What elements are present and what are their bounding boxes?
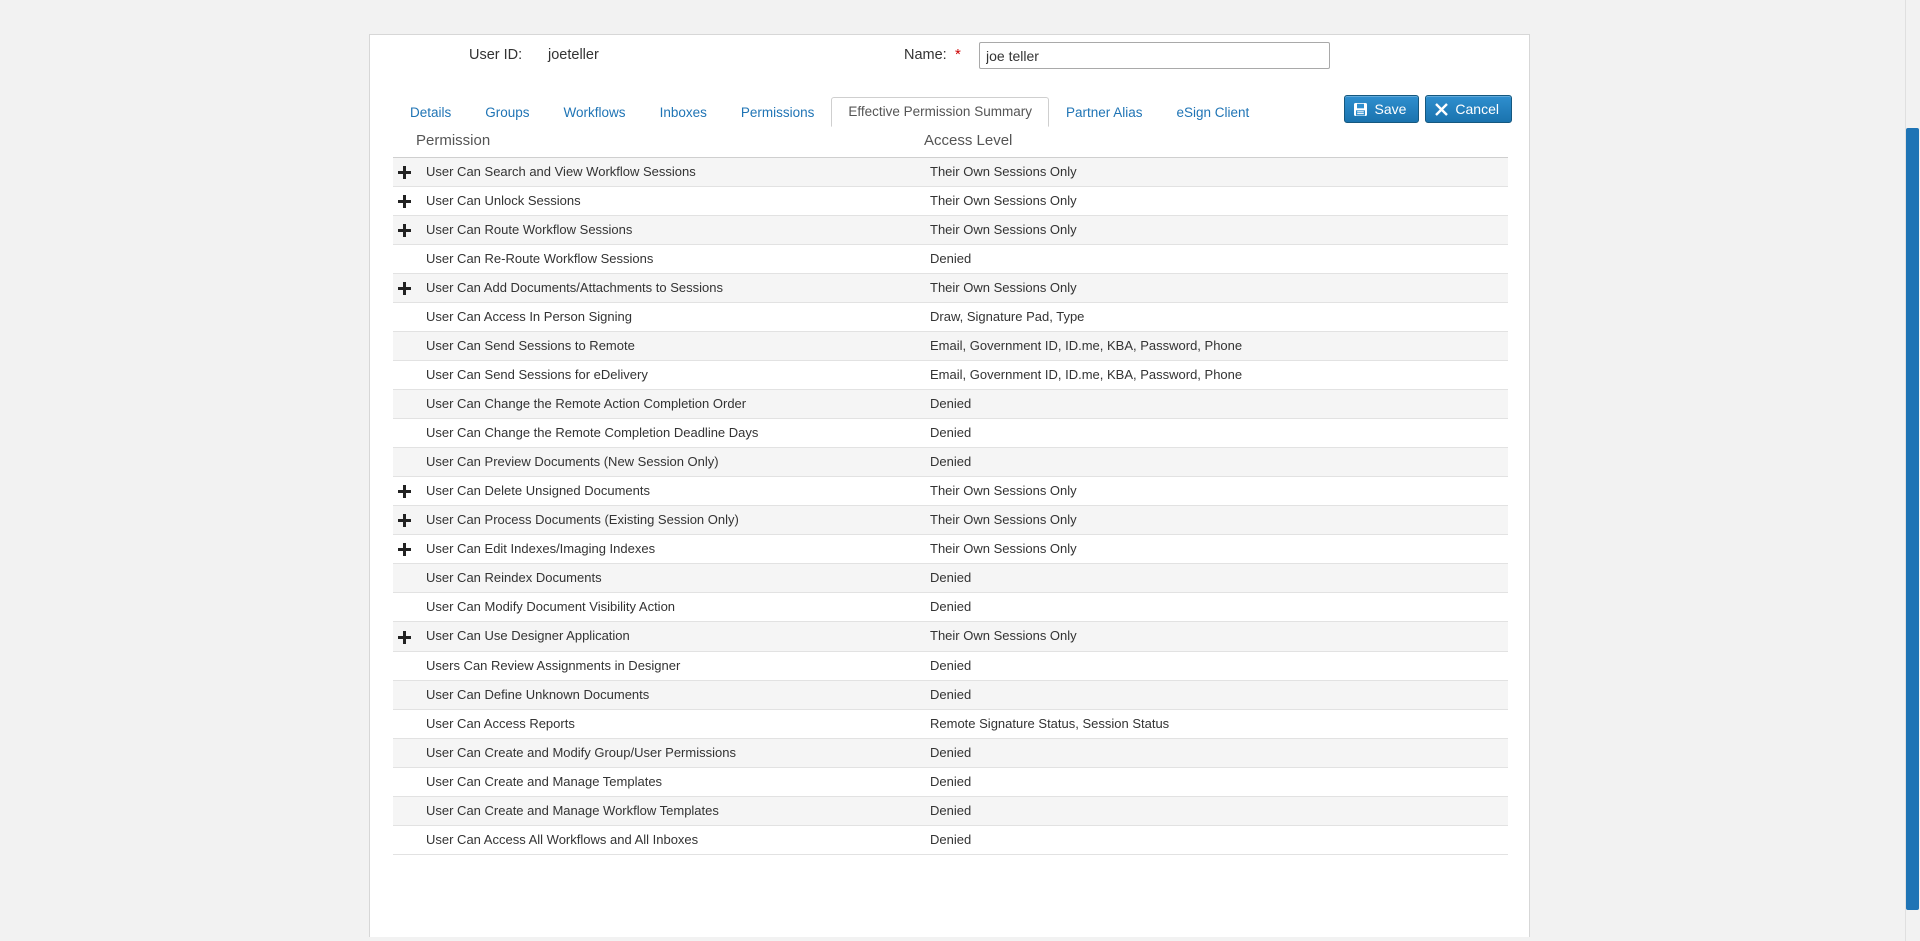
table-row: [393, 187, 1508, 216]
table-row: [393, 825, 1508, 854]
access-level-cell: Denied: [924, 448, 1508, 477]
table-row: [393, 448, 1508, 477]
expand-cell: [393, 419, 416, 448]
permission-cell: User Can Delete Unsigned Documents: [416, 477, 924, 506]
access-level-cell: Denied: [924, 680, 1508, 709]
expand-cell: [393, 245, 416, 274]
column-header-permission: Permission: [416, 128, 924, 158]
permission-cell: User Can Search and View Workflow Sessions: [416, 158, 924, 187]
access-level-cell: Denied: [924, 419, 1508, 448]
access-level-cell: Their Own Sessions Only: [924, 216, 1508, 245]
access-level-cell: Their Own Sessions Only: [924, 274, 1508, 303]
table-head: [393, 128, 1508, 158]
table-row: [393, 303, 1508, 332]
effective-permission-table-wrapper: [393, 128, 1508, 855]
tab-esign-client[interactable]: eSign Client: [1176, 105, 1250, 120]
expand-cell[interactable]: [393, 506, 416, 535]
access-level-cell: Email, Government ID, ID.me, KBA, Password, Phone: [924, 332, 1508, 361]
tab-workflows[interactable]: Workflows: [563, 105, 626, 120]
expand-cell[interactable]: [393, 274, 416, 303]
table-row: [393, 332, 1508, 361]
expand-cell[interactable]: [393, 187, 416, 216]
access-level-cell: Denied: [924, 593, 1508, 622]
access-level-cell: Their Own Sessions Only: [924, 187, 1508, 216]
expand-cell[interactable]: [393, 158, 416, 187]
table-row: [393, 535, 1508, 564]
access-level-cell: Their Own Sessions Only: [924, 477, 1508, 506]
expand-cell: [393, 738, 416, 767]
access-level-cell: Their Own Sessions Only: [924, 506, 1508, 535]
table-row: [393, 738, 1508, 767]
table-row: [393, 796, 1508, 825]
user-header-fields: [370, 35, 1529, 83]
access-level-cell: Denied: [924, 651, 1508, 680]
effective-permission-table: [393, 128, 1508, 855]
access-level-cell: Denied: [924, 796, 1508, 825]
expand-cell: [393, 361, 416, 390]
expand-cell[interactable]: [393, 622, 416, 651]
tab-inboxes[interactable]: Inboxes: [659, 105, 707, 120]
action-buttons: [1344, 95, 1512, 123]
access-level-cell: Email, Government ID, ID.me, KBA, Password, Phone: [924, 361, 1508, 390]
expand-cell: [393, 680, 416, 709]
permission-cell: User Can Access Reports: [416, 709, 924, 738]
column-header-access-level: Access Level: [924, 128, 1508, 158]
access-level-cell: Denied: [924, 767, 1508, 796]
access-level-cell: Denied: [924, 825, 1508, 854]
table-row: [393, 274, 1508, 303]
permission-cell: User Can Preview Documents (New Session Only): [416, 448, 924, 477]
expand-cell: [393, 303, 416, 332]
access-level-cell: Their Own Sessions Only: [924, 622, 1508, 651]
access-level-cell: Denied: [924, 564, 1508, 593]
table-row: [393, 245, 1508, 274]
name-required-marker: *: [955, 46, 961, 63]
table-row: [393, 361, 1508, 390]
access-level-cell: Their Own Sessions Only: [924, 158, 1508, 187]
permission-cell: User Can Add Documents/Attachments to Sessions: [416, 274, 924, 303]
table-row: [393, 216, 1508, 245]
plus-icon[interactable]: [398, 282, 411, 295]
table-row: [393, 506, 1508, 535]
permission-cell: User Can Process Documents (Existing Session Only): [416, 506, 924, 535]
tab-groups[interactable]: Groups: [485, 105, 530, 120]
save-button[interactable]: [1344, 95, 1419, 123]
permission-cell: User Can Change the Remote Action Completion Order: [416, 390, 924, 419]
table-row: [393, 390, 1508, 419]
plus-icon[interactable]: [398, 631, 411, 644]
permission-cell: User Can Define Unknown Documents: [416, 680, 924, 709]
access-level-cell: Denied: [924, 390, 1508, 419]
save-button-label: Save: [1374, 101, 1407, 117]
cancel-button-label: Cancel: [1455, 101, 1499, 117]
tab-details[interactable]: Details: [410, 105, 452, 120]
page-background-right: [1531, 0, 1905, 941]
permission-cell: User Can Modify Document Visibility Action: [416, 593, 924, 622]
permission-cell: User Can Send Sessions to Remote: [416, 332, 924, 361]
expand-cell: [393, 564, 416, 593]
permission-cell: User Can Access In Person Signing: [416, 303, 924, 332]
table-row: [393, 593, 1508, 622]
page-scrollbar-track[interactable]: [1905, 0, 1920, 941]
floppy-disk-icon: [1353, 102, 1368, 117]
table-row: [393, 767, 1508, 796]
page-background-left: [0, 0, 369, 941]
table-row: [393, 680, 1508, 709]
expand-cell: [393, 767, 416, 796]
access-level-cell: Their Own Sessions Only: [924, 535, 1508, 564]
plus-icon[interactable]: [398, 195, 411, 208]
tab-list: [393, 93, 1266, 126]
column-header-expand: [393, 128, 416, 158]
expand-cell: [393, 448, 416, 477]
user-id-label: User ID:: [469, 47, 523, 63]
plus-icon[interactable]: [398, 485, 411, 498]
table-row: [393, 622, 1508, 651]
expand-cell: [393, 390, 416, 419]
plus-icon[interactable]: [398, 166, 411, 179]
cancel-button[interactable]: [1425, 95, 1512, 123]
access-level-cell: Denied: [924, 245, 1508, 274]
permission-cell: User Can Re-Route Workflow Sessions: [416, 245, 924, 274]
table-row: [393, 477, 1508, 506]
name-label: Name:: [904, 47, 947, 63]
permission-cell: User Can Create and Modify Group/User Permissions: [416, 738, 924, 767]
table-body: [393, 158, 1508, 855]
tab-partner-alias[interactable]: Partner Alias: [1065, 105, 1143, 120]
table-row: [393, 651, 1508, 680]
name-input[interactable]: [979, 42, 1330, 69]
permission-cell: Users Can Review Assignments in Designer: [416, 651, 924, 680]
permission-cell: User Can Access All Workflows and All Inboxes: [416, 825, 924, 854]
permission-cell: User Can Create and Manage Templates: [416, 767, 924, 796]
permission-cell: User Can Reindex Documents: [416, 564, 924, 593]
tab-strip: [370, 83, 1531, 128]
plus-icon[interactable]: [398, 514, 411, 527]
permission-cell: User Can Send Sessions for eDelivery: [416, 361, 924, 390]
permission-cell: User Can Use Designer Application: [416, 622, 924, 651]
expand-cell: [393, 593, 416, 622]
plus-icon[interactable]: [398, 543, 411, 556]
table-row: [393, 709, 1508, 738]
expand-cell: [393, 709, 416, 738]
access-level-cell: Draw, Signature Pad, Type: [924, 303, 1508, 332]
expand-cell[interactable]: [393, 216, 416, 245]
x-icon: [1434, 102, 1449, 117]
plus-icon[interactable]: [398, 224, 411, 237]
permission-cell: User Can Unlock Sessions: [416, 187, 924, 216]
access-level-cell: Remote Signature Status, Session Status: [924, 709, 1508, 738]
user-id-value: joeteller: [548, 47, 599, 63]
access-level-cell: Denied: [924, 738, 1508, 767]
user-editor-panel: [369, 34, 1530, 937]
permission-cell: User Can Route Workflow Sessions: [416, 216, 924, 245]
table-row: [393, 564, 1508, 593]
expand-cell: [393, 332, 416, 361]
page-scrollbar-thumb[interactable]: [1906, 128, 1919, 910]
tab-permissions[interactable]: Permissions: [740, 105, 815, 120]
expand-cell[interactable]: [393, 477, 416, 506]
expand-cell: [393, 651, 416, 680]
permission-cell: User Can Edit Indexes/Imaging Indexes: [416, 535, 924, 564]
expand-cell[interactable]: [393, 535, 416, 564]
tab-effective-permission-summary[interactable]: Effective Permission Summary: [831, 97, 1049, 127]
expand-cell: [393, 825, 416, 854]
table-row: [393, 419, 1508, 448]
permission-cell: User Can Change the Remote Completion Deadline Days: [416, 419, 924, 448]
permission-cell: User Can Create and Manage Workflow Templates: [416, 796, 924, 825]
table-row: [393, 158, 1508, 187]
expand-cell: [393, 796, 416, 825]
table-header-row: [393, 128, 1508, 158]
